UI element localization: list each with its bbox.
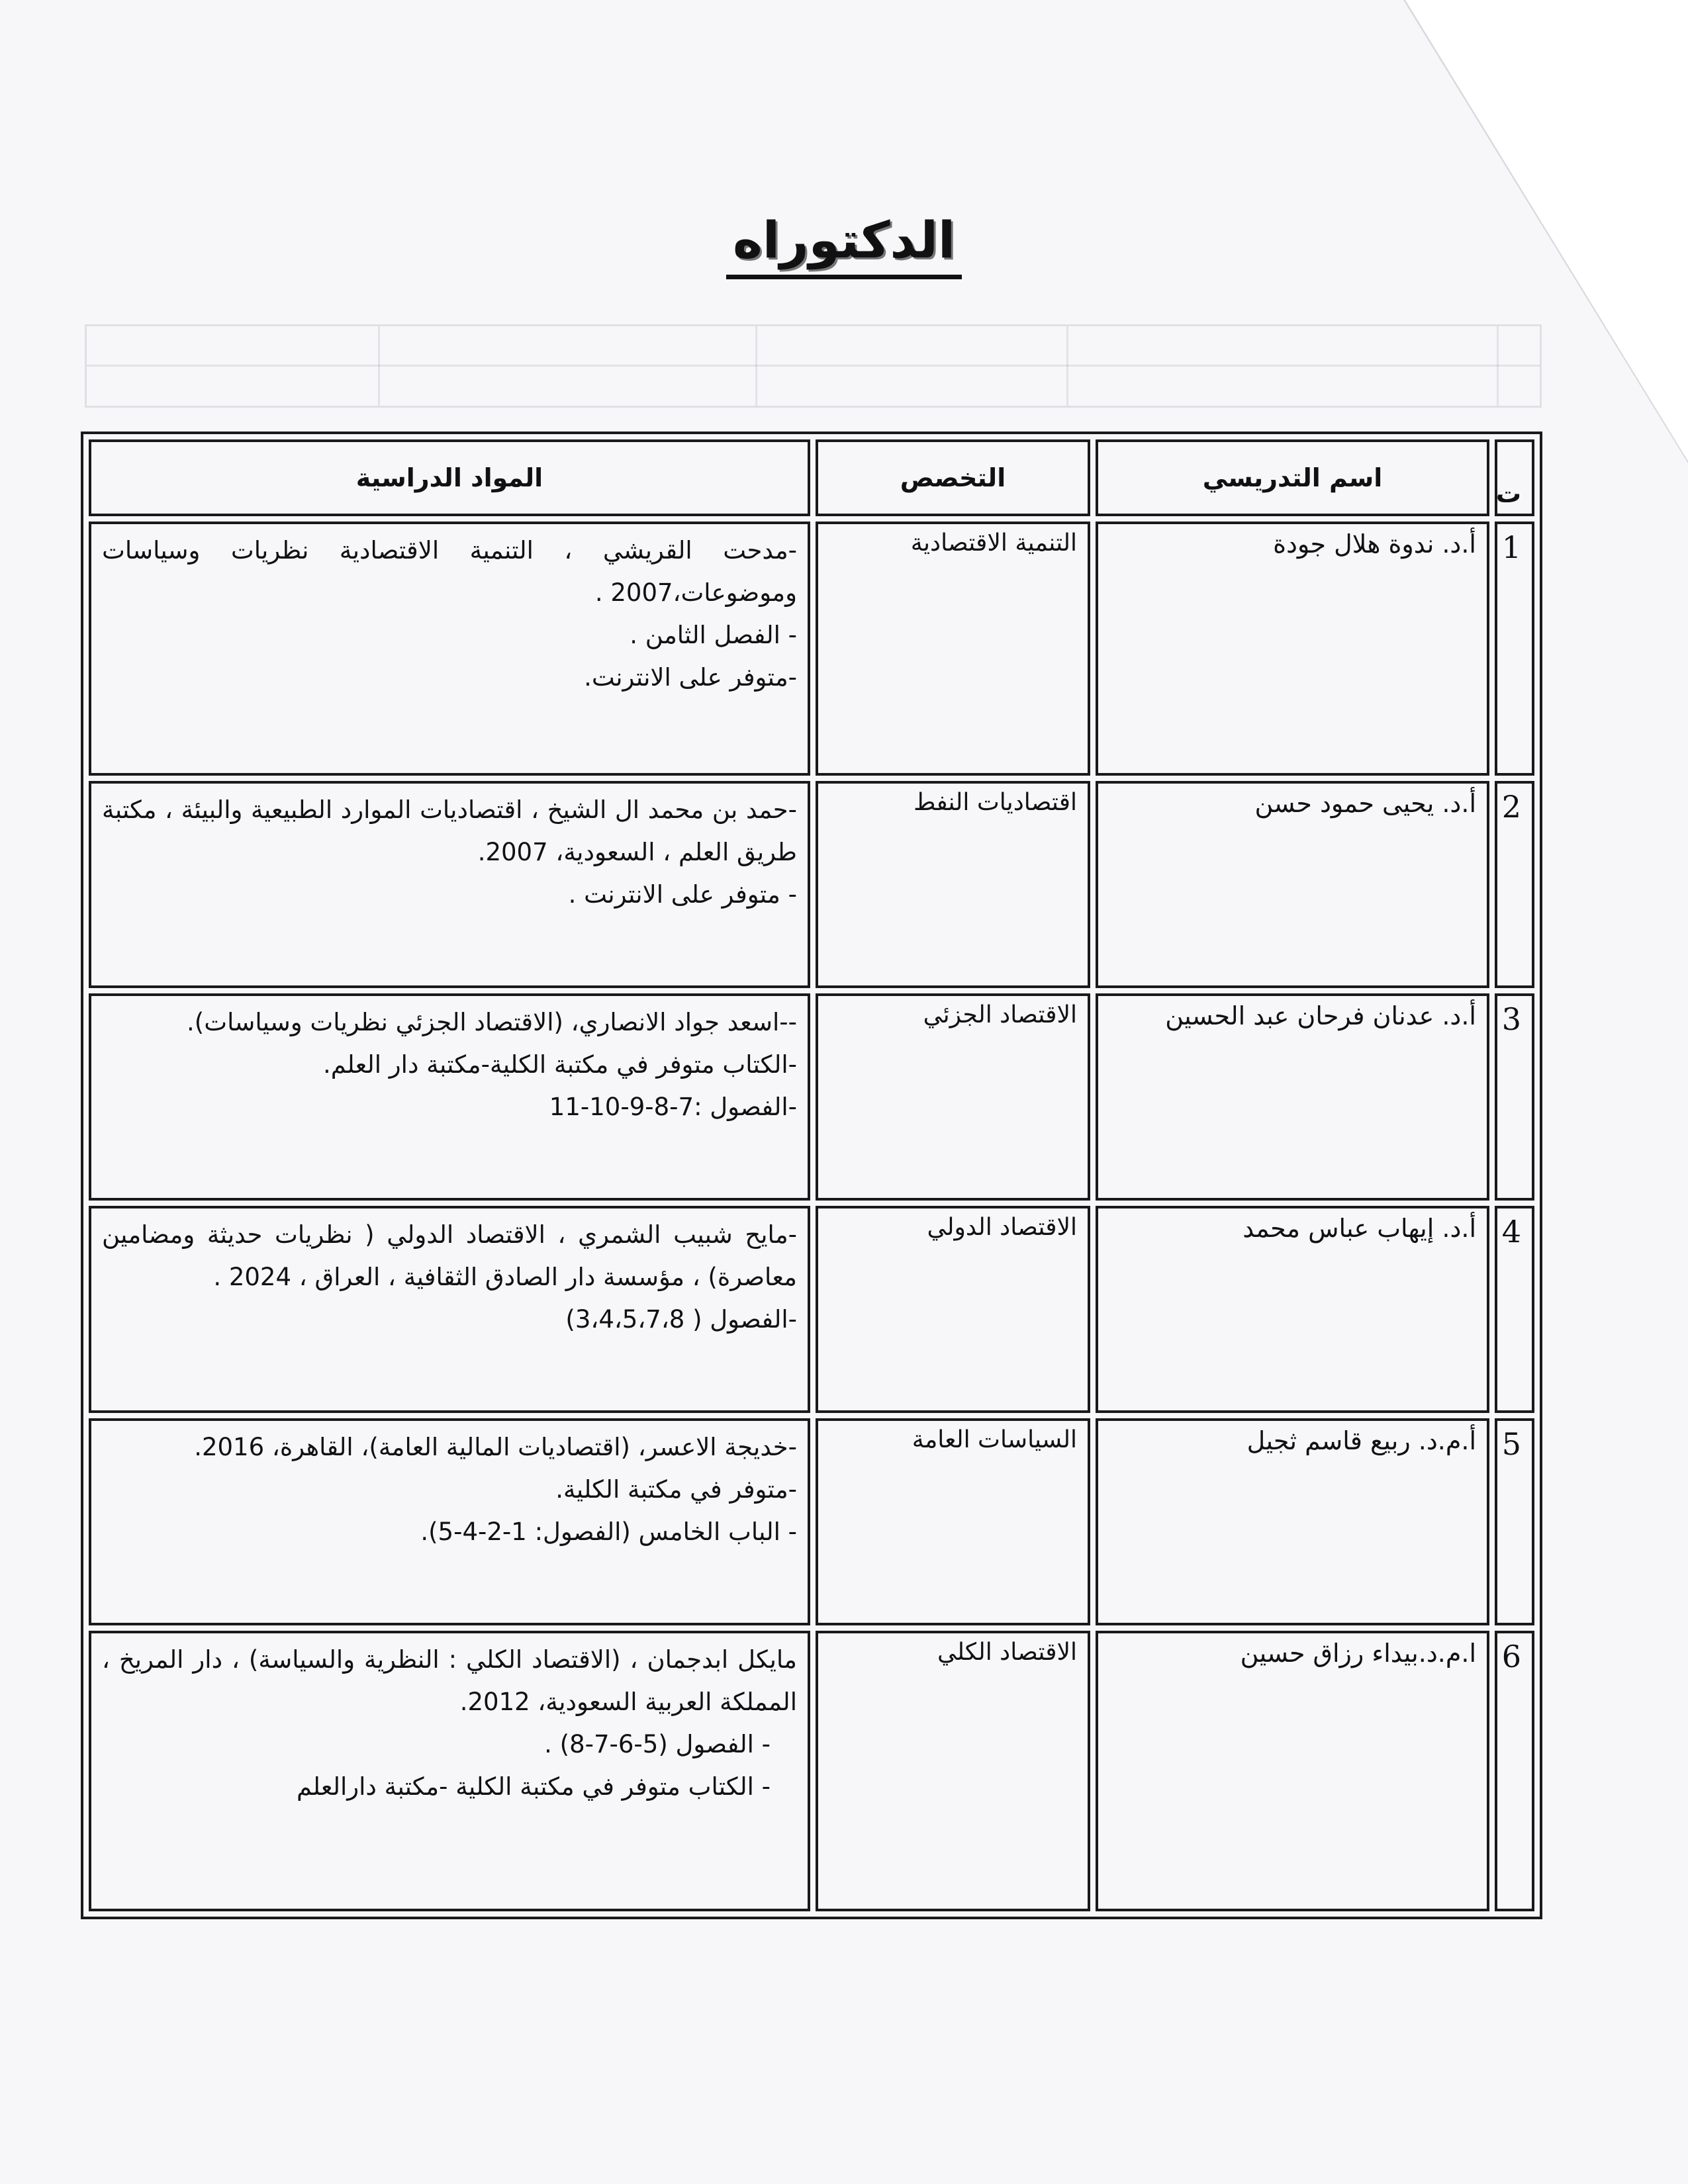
instructor-name: أ.د. إيهاب عباس محمد	[1096, 1206, 1489, 1413]
specialization: التنمية الاقتصادية	[816, 522, 1090, 776]
material-line: - الفصل الثامن .	[630, 621, 797, 649]
material-line: -خديجة الاعسر، (اقتصاديات المالية العامة)، القاهرة، 2016.	[194, 1432, 797, 1461]
material-line: - الباب الخامس (الفصول: 1-2-4-5).	[420, 1517, 797, 1546]
page-title	[0, 210, 1688, 279]
show-through-ghost-table	[85, 324, 1542, 408]
header-name: اسم التدريسي	[1096, 439, 1489, 516]
instructor-name: أ.د. عدنان فرحان عبد الحسين	[1096, 993, 1489, 1201]
material-line: -مايح شبيب الشمري ، الاقتصاد الدولي ( نظريات حديثة ومضامين معاصرة) ، مؤسسة دار الصادق الثقافية ، العراق ، 2024 .	[102, 1220, 797, 1291]
row-number: 1	[1495, 522, 1534, 776]
header-materials: المواد الدراسية	[89, 439, 810, 516]
instructor-name: أ.م.د. ربيع قاسم ثجيل	[1096, 1418, 1489, 1625]
specialization: الاقتصاد الجزئي	[816, 993, 1090, 1201]
materials-cell	[89, 1206, 810, 1413]
materials-cell	[89, 993, 810, 1201]
table-row	[89, 1418, 1534, 1625]
row-number: 2	[1495, 781, 1534, 988]
specialization: الاقتصاد الكلي	[816, 1631, 1090, 1911]
table-row	[89, 1631, 1534, 1911]
row-number: 6	[1495, 1631, 1534, 1911]
material-line: -الكتاب متوفر في مكتبة الكلية-مكتبة دار العلم.	[323, 1050, 797, 1079]
doctorate-courses-table	[81, 432, 1542, 1919]
instructor-name: ا.م.د.بيداء رزاق حسين	[1096, 1631, 1489, 1911]
material-line: -مدحت القريشي ، التنمية الاقتصادية نظريات وسياسات وموضوعات،2007 .	[102, 536, 797, 607]
specialization: الاقتصاد الدولي	[816, 1206, 1090, 1413]
instructor-name: أ.د. ندوة هلال جودة	[1096, 522, 1489, 776]
table-row	[89, 522, 1534, 776]
specialization: اقتصاديات النفط	[816, 781, 1090, 988]
header-specialization: التخصص	[816, 439, 1090, 516]
materials-cell	[89, 1631, 810, 1911]
material-line: --اسعد جواد الانصاري، (الاقتصاد الجزئي نظريات وسياسات).	[187, 1007, 797, 1036]
row-number: 3	[1495, 993, 1534, 1201]
material-line: مايكل ابدجمان ، (الاقتصاد الكلي : النظرية والسياسة) ، دار المريخ ، المملكة العربية السعودية، 2012.	[102, 1645, 797, 1716]
table-header-row	[89, 439, 1534, 516]
materials-cell	[89, 781, 810, 988]
row-number: 5	[1495, 1418, 1534, 1625]
specialization: السياسات العامة	[816, 1418, 1090, 1625]
material-line: -الفصول ( 3،4،5،7،8)	[565, 1304, 797, 1334]
table-row	[89, 1206, 1534, 1413]
material-line: -متوفر على الانترنت.	[584, 663, 797, 692]
row-number: 4	[1495, 1206, 1534, 1413]
material-line: - الفصول (5-6-7-8) .	[544, 1729, 771, 1758]
material-line: -متوفر في مكتبة الكلية.	[555, 1475, 797, 1504]
page-title-text: الدكتوراه	[726, 210, 962, 279]
instructor-name: أ.د. يحيى حمود حسن	[1096, 781, 1489, 988]
materials-cell	[89, 522, 810, 776]
header-num: ت	[1495, 439, 1534, 516]
materials-cell	[89, 1418, 810, 1625]
table-row	[89, 781, 1534, 988]
table-row	[89, 993, 1534, 1201]
material-line: - الكتاب متوفر في مكتبة الكلية -مكتبة دارالعلم	[297, 1772, 771, 1801]
material-line: -حمد بن محمد ال الشيخ ، اقتصاديات الموارد الطبيعية والبيئة ، مكتبة طريق العلم ، السعودية، 2007.	[102, 795, 797, 866]
material-line: -الفصول :7-8-9-10-11	[549, 1092, 797, 1121]
material-line: - متوفر على الانترنت .	[568, 880, 797, 909]
